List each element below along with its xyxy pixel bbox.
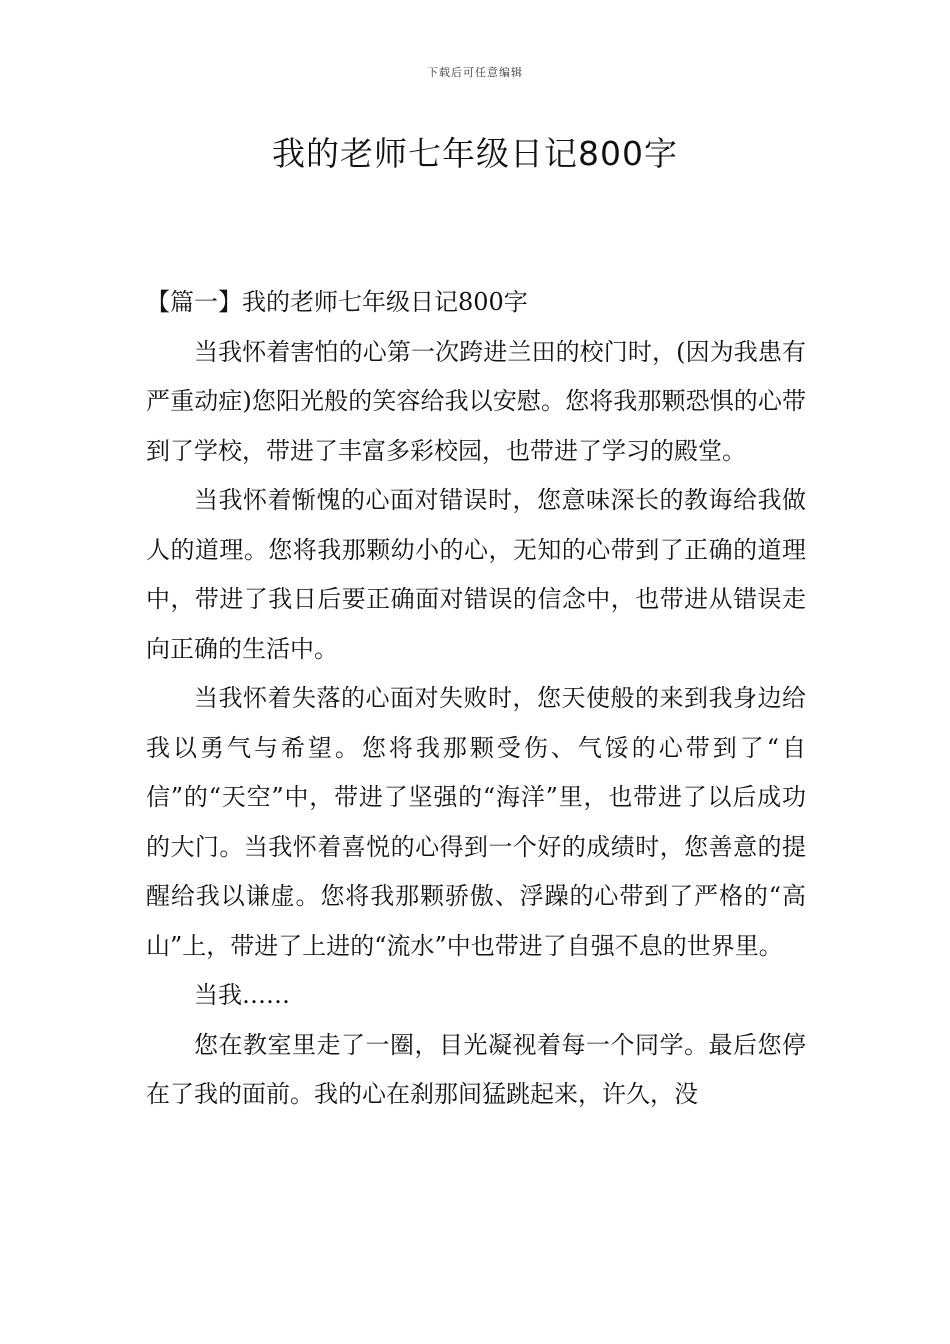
paragraph-5: 您在教室里走了一圈，目光凝视着每一个同学。最后您停在了我的面前。我的心在刹那间猛跳起来，许久，没 [146,1030,806,1108]
paragraph-1: 当我怀着害怕的心第一次跨进兰田的校门时，(因为我患有严重动症)您阳光般的笑容给我以安慰。您将我那颗恐惧的心带到了学校，带进了丰富多彩校园，也带进了学习的殿堂。 [146,337,806,465]
section-heading: 【篇一】我的老师七年级日记800字 [146,288,528,316]
paragraph-3: 当我怀着失落的心面对失败时，您天使般的来到我身边给我以勇气与希望。您将我那颗受伤、气馁的心带到了“自信”的“天空”中，带进了坚强的“海洋”里，也带进了以后成功的大门。当我怀着喜悦的心得到一个好的成绩时，您善意的提醒给我以谦虚。您将我那颗骄傲、浮躁的心带到了严格的“高山”上，带进了上进的“流水”中也带进了自强不息的世界里。 [146,684,806,960]
document-title: 我的老师七年级日记800字 [272,134,678,173]
paragraph-2: 当我怀着惭愧的心面对错误时，您意味深长的教诲给我做人的道理。您将我那颗幼小的心，无知的心带到了正确的道理中，带进了我日后要正确面对错误的信念中，也带进从错误走向正确的生活中。 [146,486,806,663]
document-body [146,278,806,1120]
paragraph-4: 当我…… [194,981,290,1009]
header-note: 下载后可任意编辑 [427,66,523,79]
